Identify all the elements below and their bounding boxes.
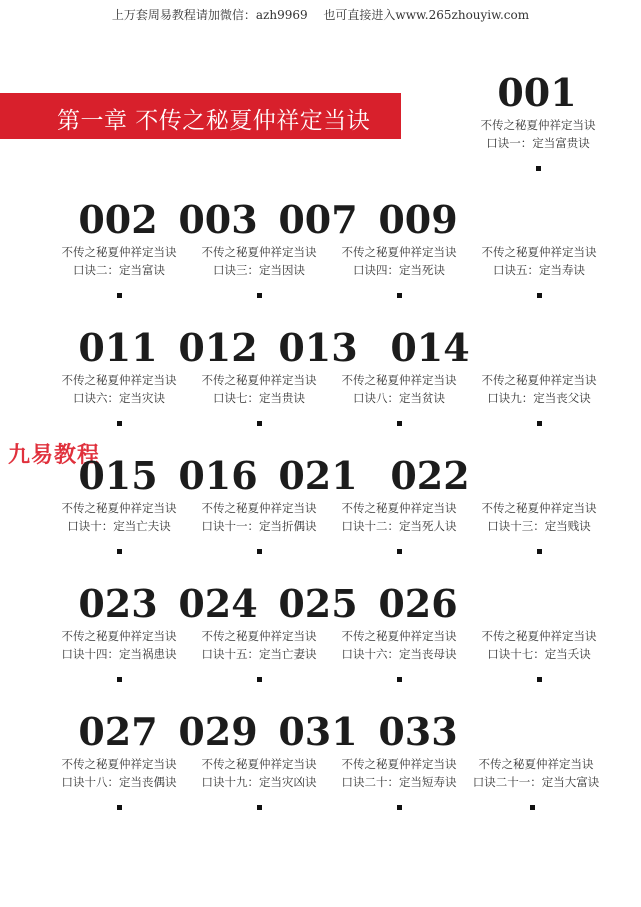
bullet-marker xyxy=(397,805,402,810)
item-title: 不传之秘夏仲祥定当诀 xyxy=(341,501,457,515)
item-number: 023 xyxy=(78,581,158,626)
item-title: 不传之秘夏仲祥定当诀 xyxy=(341,245,457,259)
item-number: 029 xyxy=(178,709,258,754)
item-subtitle: 口诀八：定当贫诀 xyxy=(353,391,445,405)
item-subtitle: 口诀四：定当死诀 xyxy=(353,263,445,277)
bullet-marker xyxy=(537,677,542,682)
item-number: 014 xyxy=(390,325,470,370)
item-subtitle: 口诀五：定当寿诀 xyxy=(493,263,585,277)
item-subtitle: 口诀十四：定当祸患诀 xyxy=(61,647,177,661)
bullet-marker xyxy=(257,293,262,298)
item-title: 不传之秘夏仲祥定当诀 xyxy=(61,245,177,259)
item-number: 027 xyxy=(78,709,158,754)
item-number: 007 xyxy=(278,197,358,242)
bullet-marker xyxy=(257,421,262,426)
watermark-logo: 九易教程 xyxy=(8,443,101,468)
item-subtitle: 口诀十三：定当贱诀 xyxy=(487,519,591,533)
item-number: 003 xyxy=(178,197,258,242)
item-title: 不传之秘夏仲祥定当诀 xyxy=(341,629,457,643)
bullet-marker xyxy=(537,549,542,554)
item-subtitle: 口诀九：定当丧父诀 xyxy=(487,391,591,405)
item-number: 016 xyxy=(178,453,258,498)
item-subtitle: 口诀十一：定当折偶诀 xyxy=(201,519,317,533)
item-title: 不传之秘夏仲祥定当诀 xyxy=(480,118,596,132)
item-number: 025 xyxy=(278,581,358,626)
bullet-marker xyxy=(257,805,262,810)
bullet-marker xyxy=(257,677,262,682)
bullet-marker xyxy=(397,677,402,682)
item-number: 021 xyxy=(278,453,358,498)
bullet-marker xyxy=(536,166,541,171)
item-title: 不传之秘夏仲祥定当诀 xyxy=(61,501,177,515)
bullet-marker xyxy=(257,549,262,554)
item-subtitle: 口诀十：定当亡夫诀 xyxy=(67,519,171,533)
item-title: 不传之秘夏仲祥定当诀 xyxy=(201,757,317,771)
item-number: 011 xyxy=(78,325,158,370)
item-title: 不传之秘夏仲祥定当诀 xyxy=(481,629,597,643)
item-title: 不传之秘夏仲祥定当诀 xyxy=(201,629,317,643)
bullet-marker xyxy=(397,293,402,298)
item-subtitle: 口诀二：定当富诀 xyxy=(73,263,165,277)
bullet-marker xyxy=(537,293,542,298)
item-subtitle: 口诀二十一：定当大富诀 xyxy=(472,775,600,789)
item-subtitle: 口诀十六：定当丧母诀 xyxy=(341,647,457,661)
item-subtitle: 口诀一：定当富贵诀 xyxy=(486,136,590,150)
item-subtitle: 口诀七：定当贵诀 xyxy=(213,391,305,405)
item-subtitle: 口诀六：定当灾诀 xyxy=(73,391,165,405)
item-number: 015 xyxy=(78,453,158,498)
item-title: 不传之秘夏仲祥定当诀 xyxy=(481,245,597,259)
chapter-title: 第一章 不传之秘夏仲祥定当诀 xyxy=(57,108,371,134)
item-subtitle: 口诀十五：定当亡妻诀 xyxy=(201,647,317,661)
item-title: 不传之秘夏仲祥定当诀 xyxy=(341,757,457,771)
item-title: 不传之秘夏仲祥定当诀 xyxy=(481,501,597,515)
bullet-marker xyxy=(530,805,535,810)
item-number: 009 xyxy=(378,197,458,242)
item-subtitle: 口诀十八：定当丧偶诀 xyxy=(61,775,177,789)
item-title: 不传之秘夏仲祥定当诀 xyxy=(61,757,177,771)
item-number: 022 xyxy=(390,453,470,498)
bullet-marker xyxy=(397,421,402,426)
item-title: 不传之秘夏仲祥定当诀 xyxy=(61,373,177,387)
item-subtitle: 口诀十二：定当死人诀 xyxy=(341,519,457,533)
item-title: 不传之秘夏仲祥定当诀 xyxy=(201,373,317,387)
item-number: 013 xyxy=(278,325,358,370)
item-title: 不传之秘夏仲祥定当诀 xyxy=(481,373,597,387)
item-title: 不传之秘夏仲祥定当诀 xyxy=(341,373,457,387)
bullet-marker xyxy=(397,549,402,554)
item-number: 002 xyxy=(78,197,158,242)
item-title: 不传之秘夏仲祥定当诀 xyxy=(61,629,177,643)
header-line: 上万套周易教程请加微信：azh9969 也可直接进入www.265zhouyiw.com xyxy=(111,8,530,22)
item-title: 不传之秘夏仲祥定当诀 xyxy=(478,757,594,771)
item-number: 024 xyxy=(178,581,258,626)
bullet-marker xyxy=(117,805,122,810)
item-title: 不传之秘夏仲祥定当诀 xyxy=(201,501,317,515)
item-number: 026 xyxy=(378,581,458,626)
bullet-marker xyxy=(117,421,122,426)
item-number: 031 xyxy=(278,709,358,754)
bullet-marker xyxy=(117,293,122,298)
item-number: 033 xyxy=(378,709,458,754)
item-subtitle: 口诀三：定当因诀 xyxy=(213,263,305,277)
chapter-banner xyxy=(0,93,401,139)
item-subtitle: 口诀十七：定当夭诀 xyxy=(487,647,591,661)
item-title: 不传之秘夏仲祥定当诀 xyxy=(201,245,317,259)
bullet-marker xyxy=(537,421,542,426)
item-subtitle: 口诀二十：定当短寿诀 xyxy=(341,775,457,789)
bullet-marker xyxy=(117,677,122,682)
bullet-marker xyxy=(117,549,122,554)
item-subtitle: 口诀十九：定当灾凶诀 xyxy=(201,775,317,789)
item-number: 012 xyxy=(178,325,258,370)
item-number: 001 xyxy=(497,70,577,115)
